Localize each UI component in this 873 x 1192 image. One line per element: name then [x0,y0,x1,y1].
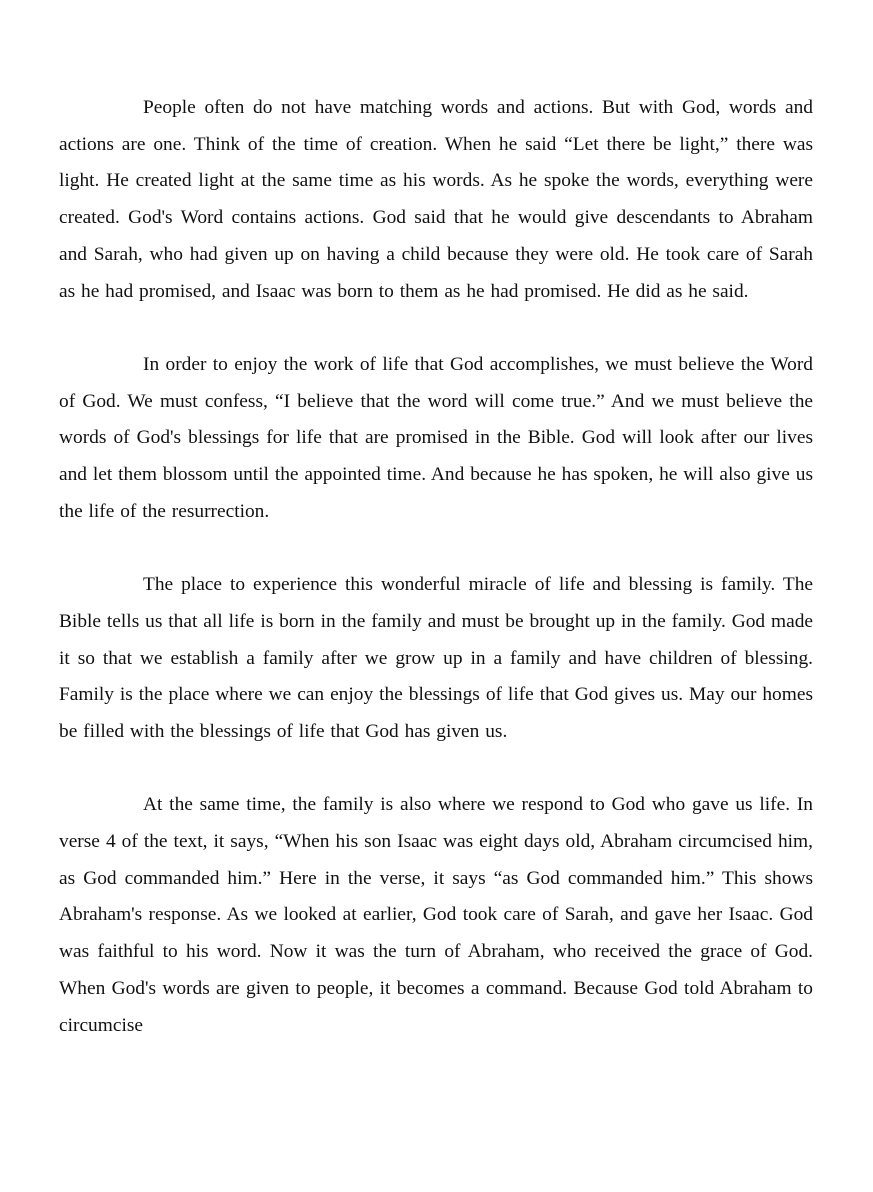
paragraph-4: At the same time, the family is also where we respond to God who gave us life. In verse 4 of the text, it says, “When his son Isaac was eight days old, Abraham circumcised him, as God commanded him.” Here in the verse, it says “as God commanded him.” This shows Abraham's response. As we looked at earlier, God took care of Sarah, and gave her Isaac. God was faithful to his word. Now it was the turn of Abraham, who received the grace of God. When God's words are given to people, it becomes a command. Because God told Abraham to circumcise [59,794,813,1036]
paragraph-3: The place to experience this wonderful miracle of life and blessing is family. The Bible tells us that all life is born in the family and must be brought up in the family. God made it so that we establish a family after we grow up in a family and have children of blessing. Family is the place where we can enjoy the blessings of life that God gives us. May our homes be filled with the blessings of life that God has given us. [59,574,813,742]
document-page [59,90,813,1044]
paragraph-1: People often do not have matching words and actions. But with God, words and actions are one. Think of the time of creation. When he said “Let there be light,” there was light. He created light at the same time as his words. As he spoke the words, everything were created. God's Word contains actions. God said that he would give descendants to Abraham and Sarah, who had given up on having a child because they were old. He took care of Sarah as he had promised, and Isaac was born to them as he had promised. He did as he said. [59,97,813,302]
paragraph-2: In order to enjoy the work of life that God accomplishes, we must believe the Word of God. We must confess, “I believe that the word will come true.” And we must believe the words of God's blessings for life that are promised in the Bible. God will look after our lives and let them blossom until the appointed time. And because he has spoken, he will also give us the life of the resurrection. [59,353,813,522]
